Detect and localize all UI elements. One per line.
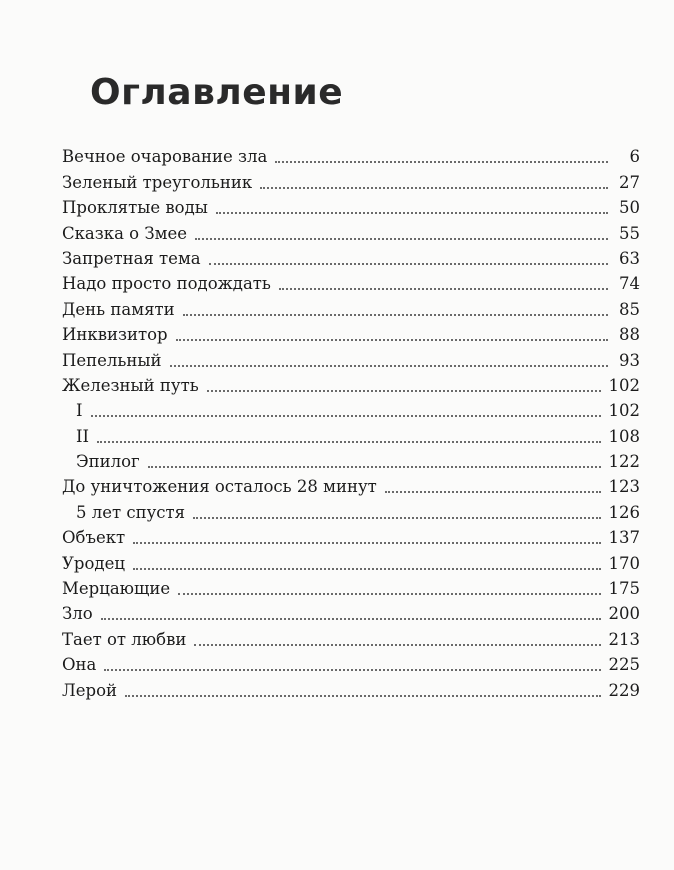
toc-entry-title: Железный путь [62, 375, 199, 395]
dot-leader [216, 212, 608, 214]
toc-entry-page-number: 122 [608, 452, 640, 472]
toc-entry-title: Мерцающие [62, 579, 171, 599]
toc-entry-page-number: 63 [619, 248, 640, 268]
dot-leader [195, 238, 608, 240]
dot-leader [385, 491, 601, 493]
toc-entry-title: I [76, 401, 83, 421]
toc-entry [62, 574, 640, 599]
toc-entry [62, 421, 640, 446]
dot-leader [193, 517, 600, 519]
toc-entry-page-number: 225 [608, 655, 640, 675]
toc-entry-title: День памяти [62, 299, 175, 319]
toc-entry-title: До уничтожения осталось 28 минут [62, 477, 377, 497]
toc-entry-title: Надо просто подождать [62, 274, 271, 294]
table-of-contents [62, 142, 640, 701]
toc-entry [62, 167, 640, 192]
toc-entry [62, 548, 640, 573]
toc-entry [62, 599, 640, 624]
toc-entry-page-number: 50 [619, 198, 640, 218]
toc-entry-page-number: 74 [619, 274, 640, 294]
toc-entry-title: Сказка о Змее [62, 223, 187, 243]
toc-entry-page-number: 55 [619, 223, 640, 243]
toc-entry-title: 5 лет спустя [76, 502, 186, 522]
dot-leader [148, 466, 601, 468]
dot-leader [170, 365, 608, 367]
toc-entry-page-number: 200 [608, 604, 640, 624]
toc-entry [62, 675, 640, 700]
toc-entry-page-number: 213 [608, 629, 640, 649]
dot-leader [133, 542, 600, 544]
toc-entry-title: Проклятые воды [62, 198, 208, 218]
toc-entry-page-number: 102 [608, 401, 640, 421]
dot-leader [194, 644, 600, 646]
toc-entry-page-number: 126 [608, 502, 640, 522]
toc-entry-page-number: 137 [608, 528, 640, 548]
dot-leader [101, 618, 601, 620]
toc-entry [62, 624, 640, 649]
toc-entry [62, 345, 640, 370]
dot-leader [97, 441, 600, 443]
dot-leader [91, 415, 601, 417]
toc-entry [62, 193, 640, 218]
toc-entry-page-number: 108 [608, 426, 640, 446]
toc-entry [62, 396, 640, 421]
dot-leader [279, 288, 608, 290]
dot-leader [125, 695, 600, 697]
dot-leader [209, 263, 608, 265]
toc-entry-page-number: 27 [619, 172, 640, 192]
dot-leader [176, 339, 608, 341]
toc-entry-title: Вечное очарование зла [62, 147, 268, 167]
toc-entry-page-number: 85 [619, 299, 640, 319]
dot-leader [275, 161, 608, 163]
page-title: Оглавление [90, 72, 344, 113]
toc-entry-title: Тает от любви [62, 629, 187, 649]
toc-entry [62, 650, 640, 675]
toc-entry [62, 523, 640, 548]
toc-entry [62, 218, 640, 243]
toc-entry-page-number: 123 [608, 477, 640, 497]
toc-entry-page-number: 93 [619, 350, 640, 370]
dot-leader [183, 314, 608, 316]
toc-entry-title: Она [62, 655, 97, 675]
toc-entry [62, 142, 640, 167]
toc-entry-page-number: 229 [608, 680, 640, 700]
dot-leader [178, 593, 600, 595]
toc-entry-page-number: 88 [619, 325, 640, 345]
toc-entry-page-number: 175 [608, 579, 640, 599]
dot-leader [207, 390, 601, 392]
toc-entry-page-number: 170 [608, 553, 640, 573]
toc-entry-title: Зло [62, 604, 93, 624]
toc-entry [62, 472, 640, 497]
toc-entry-title: Запретная тема [62, 248, 201, 268]
toc-entry [62, 269, 640, 294]
dot-leader [133, 568, 601, 570]
toc-entry-title: II [76, 426, 90, 446]
dot-leader [260, 187, 608, 189]
toc-entry [62, 447, 640, 472]
toc-entry-title: Лерой [62, 680, 118, 700]
toc-entry-title: Пепельный [62, 350, 162, 370]
toc-entry-title: Уродец [62, 553, 125, 573]
dot-leader [104, 669, 600, 671]
toc-entry-title: Инквизитор [62, 325, 168, 345]
toc-entry [62, 320, 640, 345]
toc-entry [62, 294, 640, 319]
toc-entry-page-number: 6 [629, 147, 640, 167]
toc-entry-page-number: 102 [608, 375, 640, 395]
toc-entry [62, 497, 640, 522]
toc-entry-title: Эпилог [76, 452, 140, 472]
toc-entry-title: Объект [62, 528, 126, 548]
toc-entry [62, 371, 640, 396]
toc-entry [62, 244, 640, 269]
toc-entry-title: Зеленый треугольник [62, 172, 253, 192]
